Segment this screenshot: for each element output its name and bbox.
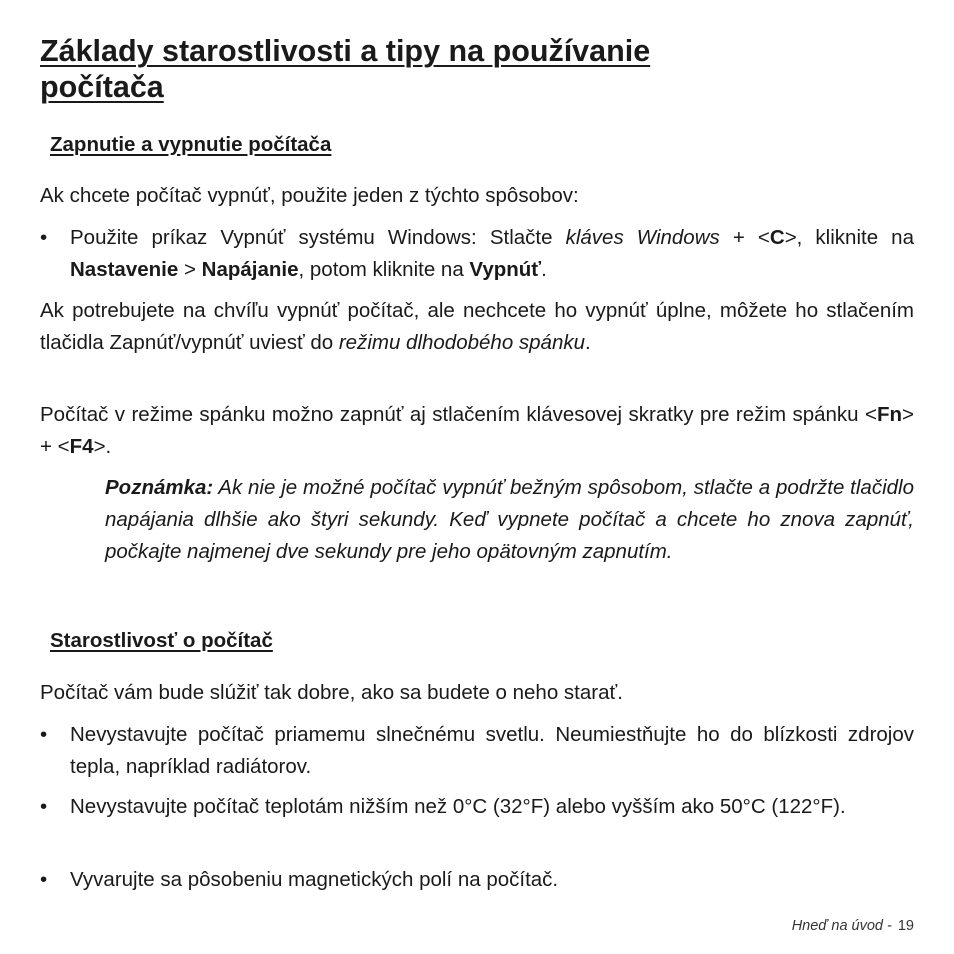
hibernate-mode-text: režimu dlhodobého spánku (338, 330, 586, 354)
list-item (40, 864, 914, 896)
note-block (105, 472, 914, 568)
care-intro: Počítač vám bude slúžiť tak dobre, ako sa budete o neho starať. (40, 681, 623, 704)
shutdown-text: Vypnúť (469, 257, 542, 281)
list-item-text: Nevystavujte počítač teplotám nižším než 0°C (32°F) alebo vyšším ako 50°C (122°F). (70, 795, 846, 818)
windows-key-text: kláves Windows (565, 226, 720, 249)
section-heading-power: Zapnutie a vypnutie počítača (50, 133, 332, 156)
note-label: Poznámka: (105, 476, 214, 499)
note-text: Ak nie je možné počítač vypnúť bežným spôsobom, stlačte a podržte tlačidlo napájania dlhšie ako štyri sekundy. Keď vypnete počítač a chcete ho znova zapnúť, počkajte najmenej dve sekundy pre jeho opätovným zapnutím. (105, 476, 914, 563)
bullet-icon: • (40, 795, 48, 818)
settings-text: Nastavenie (70, 257, 179, 281)
power-text: Napájanie (201, 257, 299, 281)
hibernate-paragraph: Ak potrebujete na chvíľu vypnúť počítač, ale nechcete ho vypnúť úplne, môžete ho stlačením tlačidla Zapnúť/vypnúť uviesť do režimu dlhodobého spánku. (40, 299, 914, 354)
footer-label: Hneď na úvod - (791, 918, 892, 934)
bullet-icon: • (40, 226, 48, 249)
bullet-icon: • (40, 723, 48, 746)
key-f4: F4 (69, 434, 94, 458)
bullet-icon: • (40, 868, 48, 891)
sleep-paragraph: Počítač v režime spánku možno zapnúť aj stlačením klávesovej skratky pre režim spánku <Fn> + <F4>. (40, 403, 914, 458)
page-title-line-2: počítača (40, 70, 164, 104)
list-item-windows-shutdown (40, 222, 914, 285)
list-item-text: Vyvarujte sa pôsobeniu magnetických polí na počítač. (70, 868, 559, 891)
key-fn: Fn (876, 403, 903, 426)
list-item (40, 791, 914, 823)
page-title-line-1: Základy starostlivosti a tipy na používanie (40, 34, 651, 68)
page-footer (792, 918, 914, 934)
power-intro: Ak chcete počítač vypnúť, použite jeden z týchto spôsobov: (40, 184, 579, 207)
page-title (40, 33, 914, 105)
list-item (40, 719, 914, 782)
key-c: C (769, 226, 785, 249)
section-heading-care: Starostlivosť o počítač (50, 629, 273, 652)
list-item-text: Nevystavujte počítač priamemu slnečnému svetlu. Neumiestňujte ho do blízkosti zdrojov tepla, napríklad radiátorov. (70, 723, 914, 778)
list-item-text: Použite príkaz Vypnúť systému Windows: Stlačte kláves Windows + <C>, kliknite na Nastavenie > Napájanie, potom kliknite na Vypnúť. (70, 226, 914, 281)
page-number: 19 (897, 918, 914, 934)
